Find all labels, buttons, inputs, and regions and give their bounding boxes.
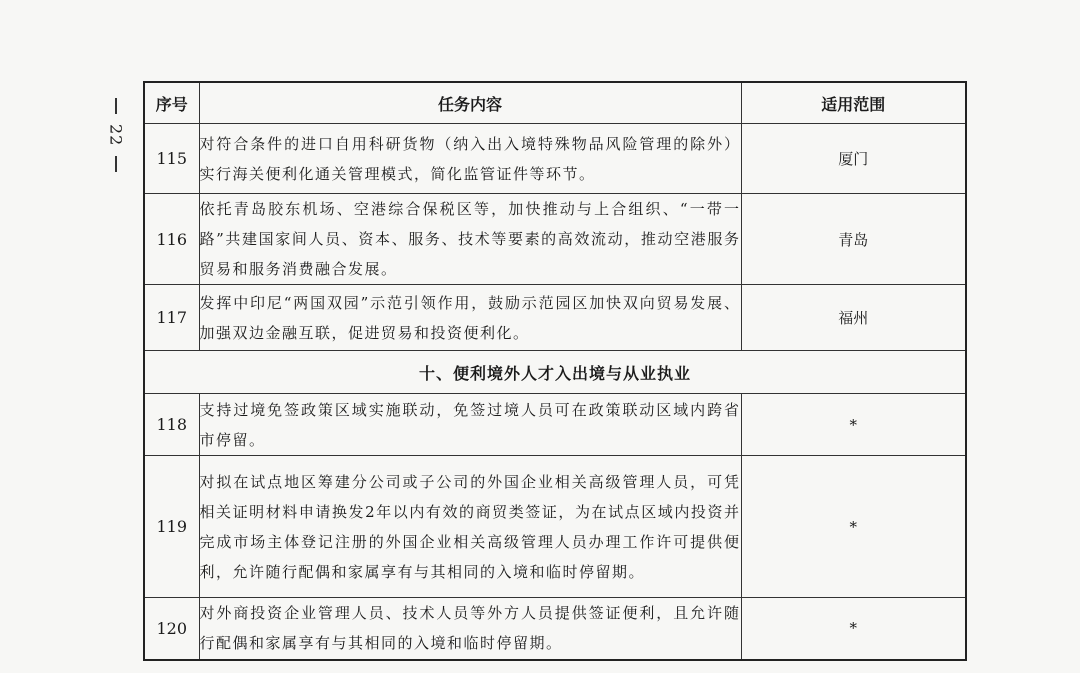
row-content: 对符合条件的进口自用科研货物（纳入出入境特殊物品风险管理的除外）实行海关便利化通关管理模式，简化监管证件等环节。 bbox=[199, 124, 741, 194]
page-number-dash-bottom bbox=[115, 156, 117, 172]
row-scope: 厦门 bbox=[741, 124, 966, 194]
row-scope: 福州 bbox=[741, 285, 966, 351]
row-content: 对拟在试点地区筹建分公司或子公司的外国企业相关高级管理人员，可凭相关证明材料申请换发2年以内有效的商贸类签证，为在试点区域内投资并完成市场主体登记注册的外国企业相关高级管理人员办理工作许可提供便利，允许随行配偶和家属享有与其相同的入境和临时停留期。 bbox=[199, 456, 741, 598]
row-scope: * bbox=[741, 394, 966, 456]
header-scope: 适用范围 bbox=[741, 82, 966, 124]
page-number bbox=[103, 98, 129, 198]
page-number-text: 22 bbox=[106, 124, 126, 147]
page-number-dash-top bbox=[115, 98, 117, 114]
table-row bbox=[144, 598, 966, 660]
section-row bbox=[144, 351, 966, 394]
row-scope: * bbox=[741, 598, 966, 660]
table-row bbox=[144, 394, 966, 456]
row-content: 支持过境免签政策区域实施联动，免签过境人员可在政策联动区域内跨省市停留。 bbox=[199, 394, 741, 456]
row-content: 依托青岛胶东机场、空港综合保税区等，加快推动与上合组织、“一带一路”共建国家间人员、资本、服务、技术等要素的高效流动，推动空港服务贸易和服务消费融合发展。 bbox=[199, 194, 741, 285]
row-number: 116 bbox=[144, 194, 199, 285]
row-scope: 青岛 bbox=[741, 194, 966, 285]
table-row bbox=[144, 456, 966, 598]
row-number: 118 bbox=[144, 394, 199, 456]
table-header-row bbox=[144, 82, 966, 124]
task-table bbox=[143, 81, 967, 661]
table-row bbox=[144, 124, 966, 194]
row-number: 117 bbox=[144, 285, 199, 351]
row-number: 115 bbox=[144, 124, 199, 194]
row-content: 对外商投资企业管理人员、技术人员等外方人员提供签证便利，且允许随行配偶和家属享有与其相同的入境和临时停留期。 bbox=[199, 598, 741, 660]
row-number: 120 bbox=[144, 598, 199, 660]
table-row bbox=[144, 194, 966, 285]
section-title: 十、便利境外人才入出境与从业执业 bbox=[144, 351, 966, 394]
row-scope: * bbox=[741, 456, 966, 598]
header-serial: 序号 bbox=[144, 82, 199, 124]
table-row bbox=[144, 285, 966, 351]
row-number: 119 bbox=[144, 456, 199, 598]
row-content: 发挥中印尼“两国双园”示范引领作用，鼓励示范园区加快双向贸易发展、加强双边金融互联，促进贸易和投资便利化。 bbox=[199, 285, 741, 351]
header-task-content: 任务内容 bbox=[199, 82, 741, 124]
